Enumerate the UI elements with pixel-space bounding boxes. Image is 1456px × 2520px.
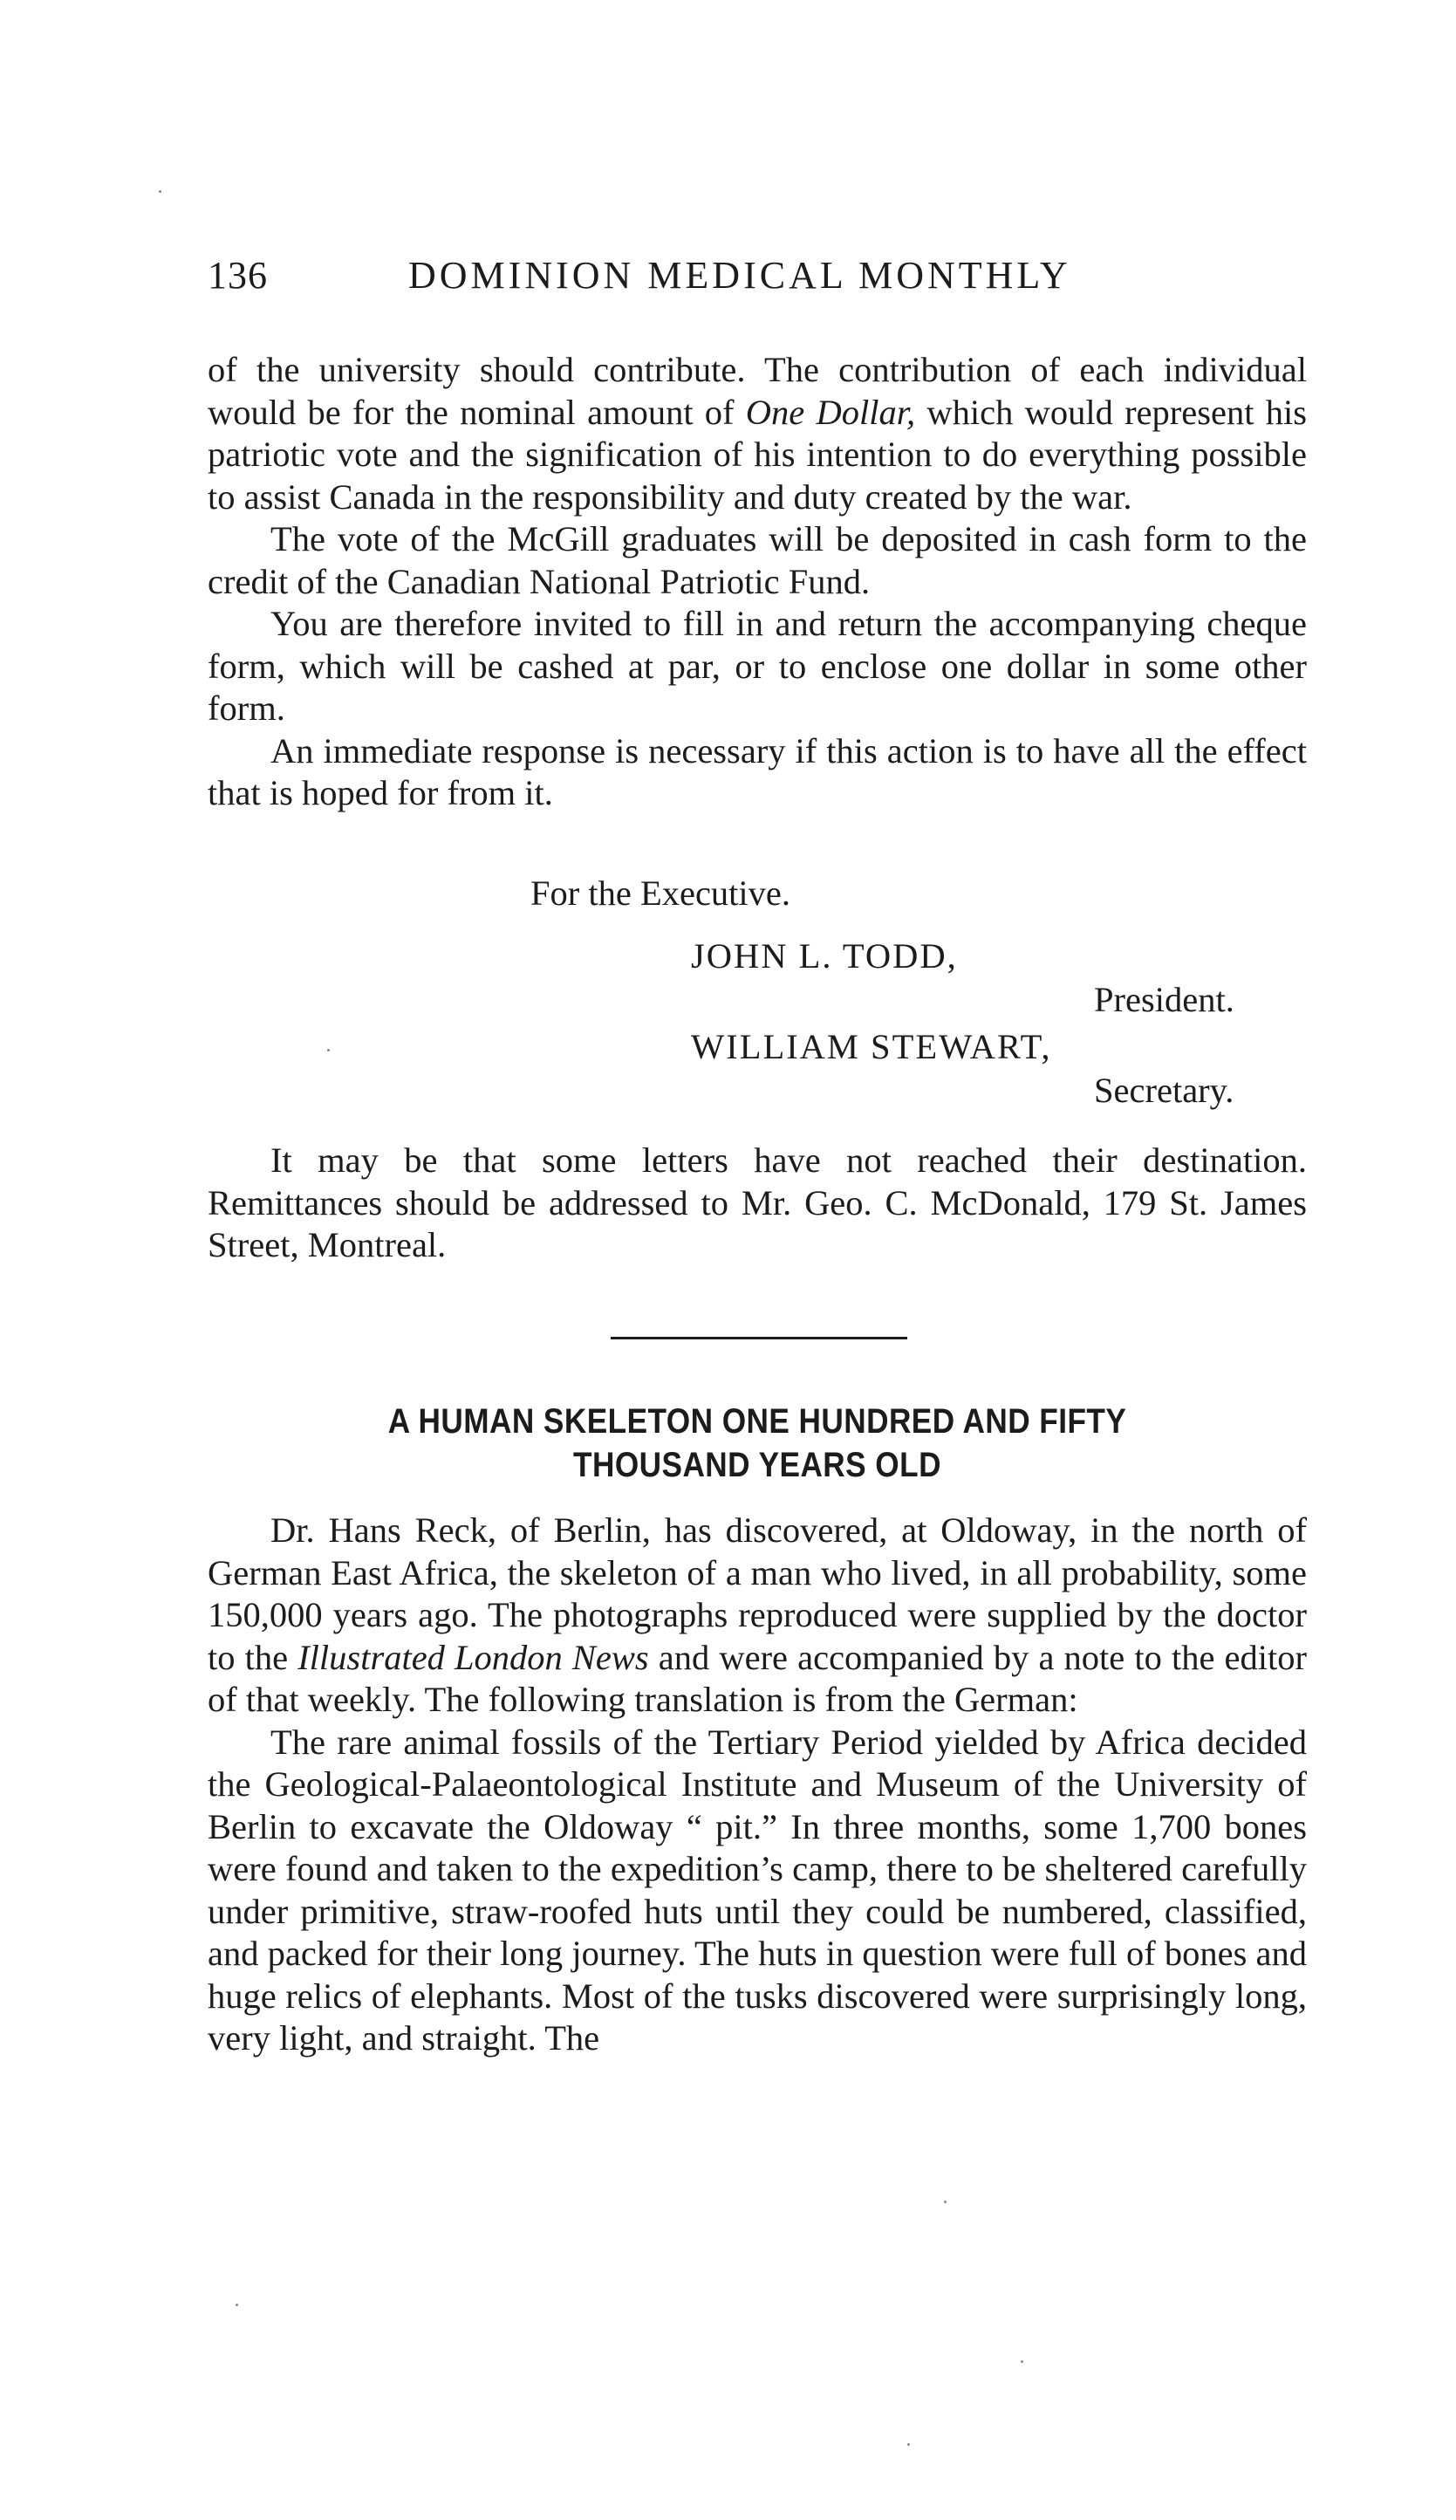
- scan-speck: [236, 2304, 238, 2306]
- scan-speck: [1021, 2360, 1023, 2363]
- letter-paragraph: An immediate response is necessary if this action is to have all the effect that is hoped for from it.: [208, 730, 1307, 812]
- section-divider: [611, 1337, 907, 1339]
- scan-speck: [327, 1049, 330, 1051]
- letter-paragraph: The vote of the McGill graduates will be deposited in cash form to the credit of the Canadian National Patriotic Fund.: [208, 519, 1307, 601]
- article-title-line: THOUSAND YEARS OLD: [573, 1446, 941, 1484]
- running-head: DOMINION MEDICAL MONTHLY: [408, 254, 1071, 297]
- scan-speck: [944, 2201, 947, 2203]
- text-run: of the university should contribute. The contribution of each individual would be for the nominal amount of: [208, 350, 1307, 432]
- text-run: and were accompanied by a note to the editor of that weekly. The following translation is from the German:: [208, 1637, 1308, 1719]
- article-paragraph: The rare animal fossils of the Tertiary Period yielded by Africa decided the Geological-Palaeontological Institute and Museum of the University of Berlin to excavate the Oldoway “ pit.” In three months, some 1,700 bones were found and taken to the expedition’s camp, there to be sheltered carefully under primitive, straw-roofed huts until they could be numbered, classified, and packed for their long journey. The huts in question were full of bones and huge relics of elephants. Most of the tusks discovered were surprisingly long, very light, and straight. The: [208, 1722, 1307, 2058]
- letter-paragraph: You are therefore invited to fill in and return the accompanying cheque form, which will be cashed at par, or to enclose one dollar in some other form.: [208, 604, 1307, 728]
- letter-note: [208, 1140, 1307, 1267]
- text-run: Dr. Hans Reck, of Berlin, has discovered, at Oldoway, in the north of German East Africa, the skeleton of a man who lived, in all probability, some 150,000 years ago. The photographs reproduced were supplied by the doctor to the: [208, 1510, 1307, 1677]
- page-header: [208, 253, 1307, 314]
- letter-paragraph: [208, 349, 1307, 518]
- text-run: which would represent his patriotic vote and the signification of his intention to do everything possible to assist Canada in the responsibility and duty created by the war.: [208, 392, 1307, 517]
- emphasis: One Dollar,: [745, 392, 916, 432]
- article-title: [274, 1400, 1241, 1487]
- article-title-line: A HUMAN SKELETON ONE HUNDRED AND FIFTY: [387, 1402, 1127, 1441]
- letter-body: [208, 349, 1307, 815]
- signatory-name: JOHN L. TODD,: [691, 936, 958, 976]
- scan-speck: [907, 2443, 910, 2446]
- signatory-title: Secretary.: [1094, 1071, 1234, 1110]
- note-paragraph: It may be that some letters have not reached their destination. Remittances should be addressed to Mr. Geo. C. McDonald, 179 St. James Street, Montreal.: [208, 1140, 1307, 1264]
- signature-for-line: For the Executive.: [530, 873, 791, 913]
- article-body: [208, 1510, 1307, 2060]
- scan-speck: [159, 190, 161, 193]
- signatory-name: WILLIAM STEWART,: [691, 1027, 1052, 1066]
- article-paragraph: [208, 1510, 1307, 1722]
- emphasis: Illustrated London News: [297, 1637, 649, 1677]
- page-number: 136: [208, 254, 268, 297]
- signatory-title: President.: [1094, 980, 1234, 1019]
